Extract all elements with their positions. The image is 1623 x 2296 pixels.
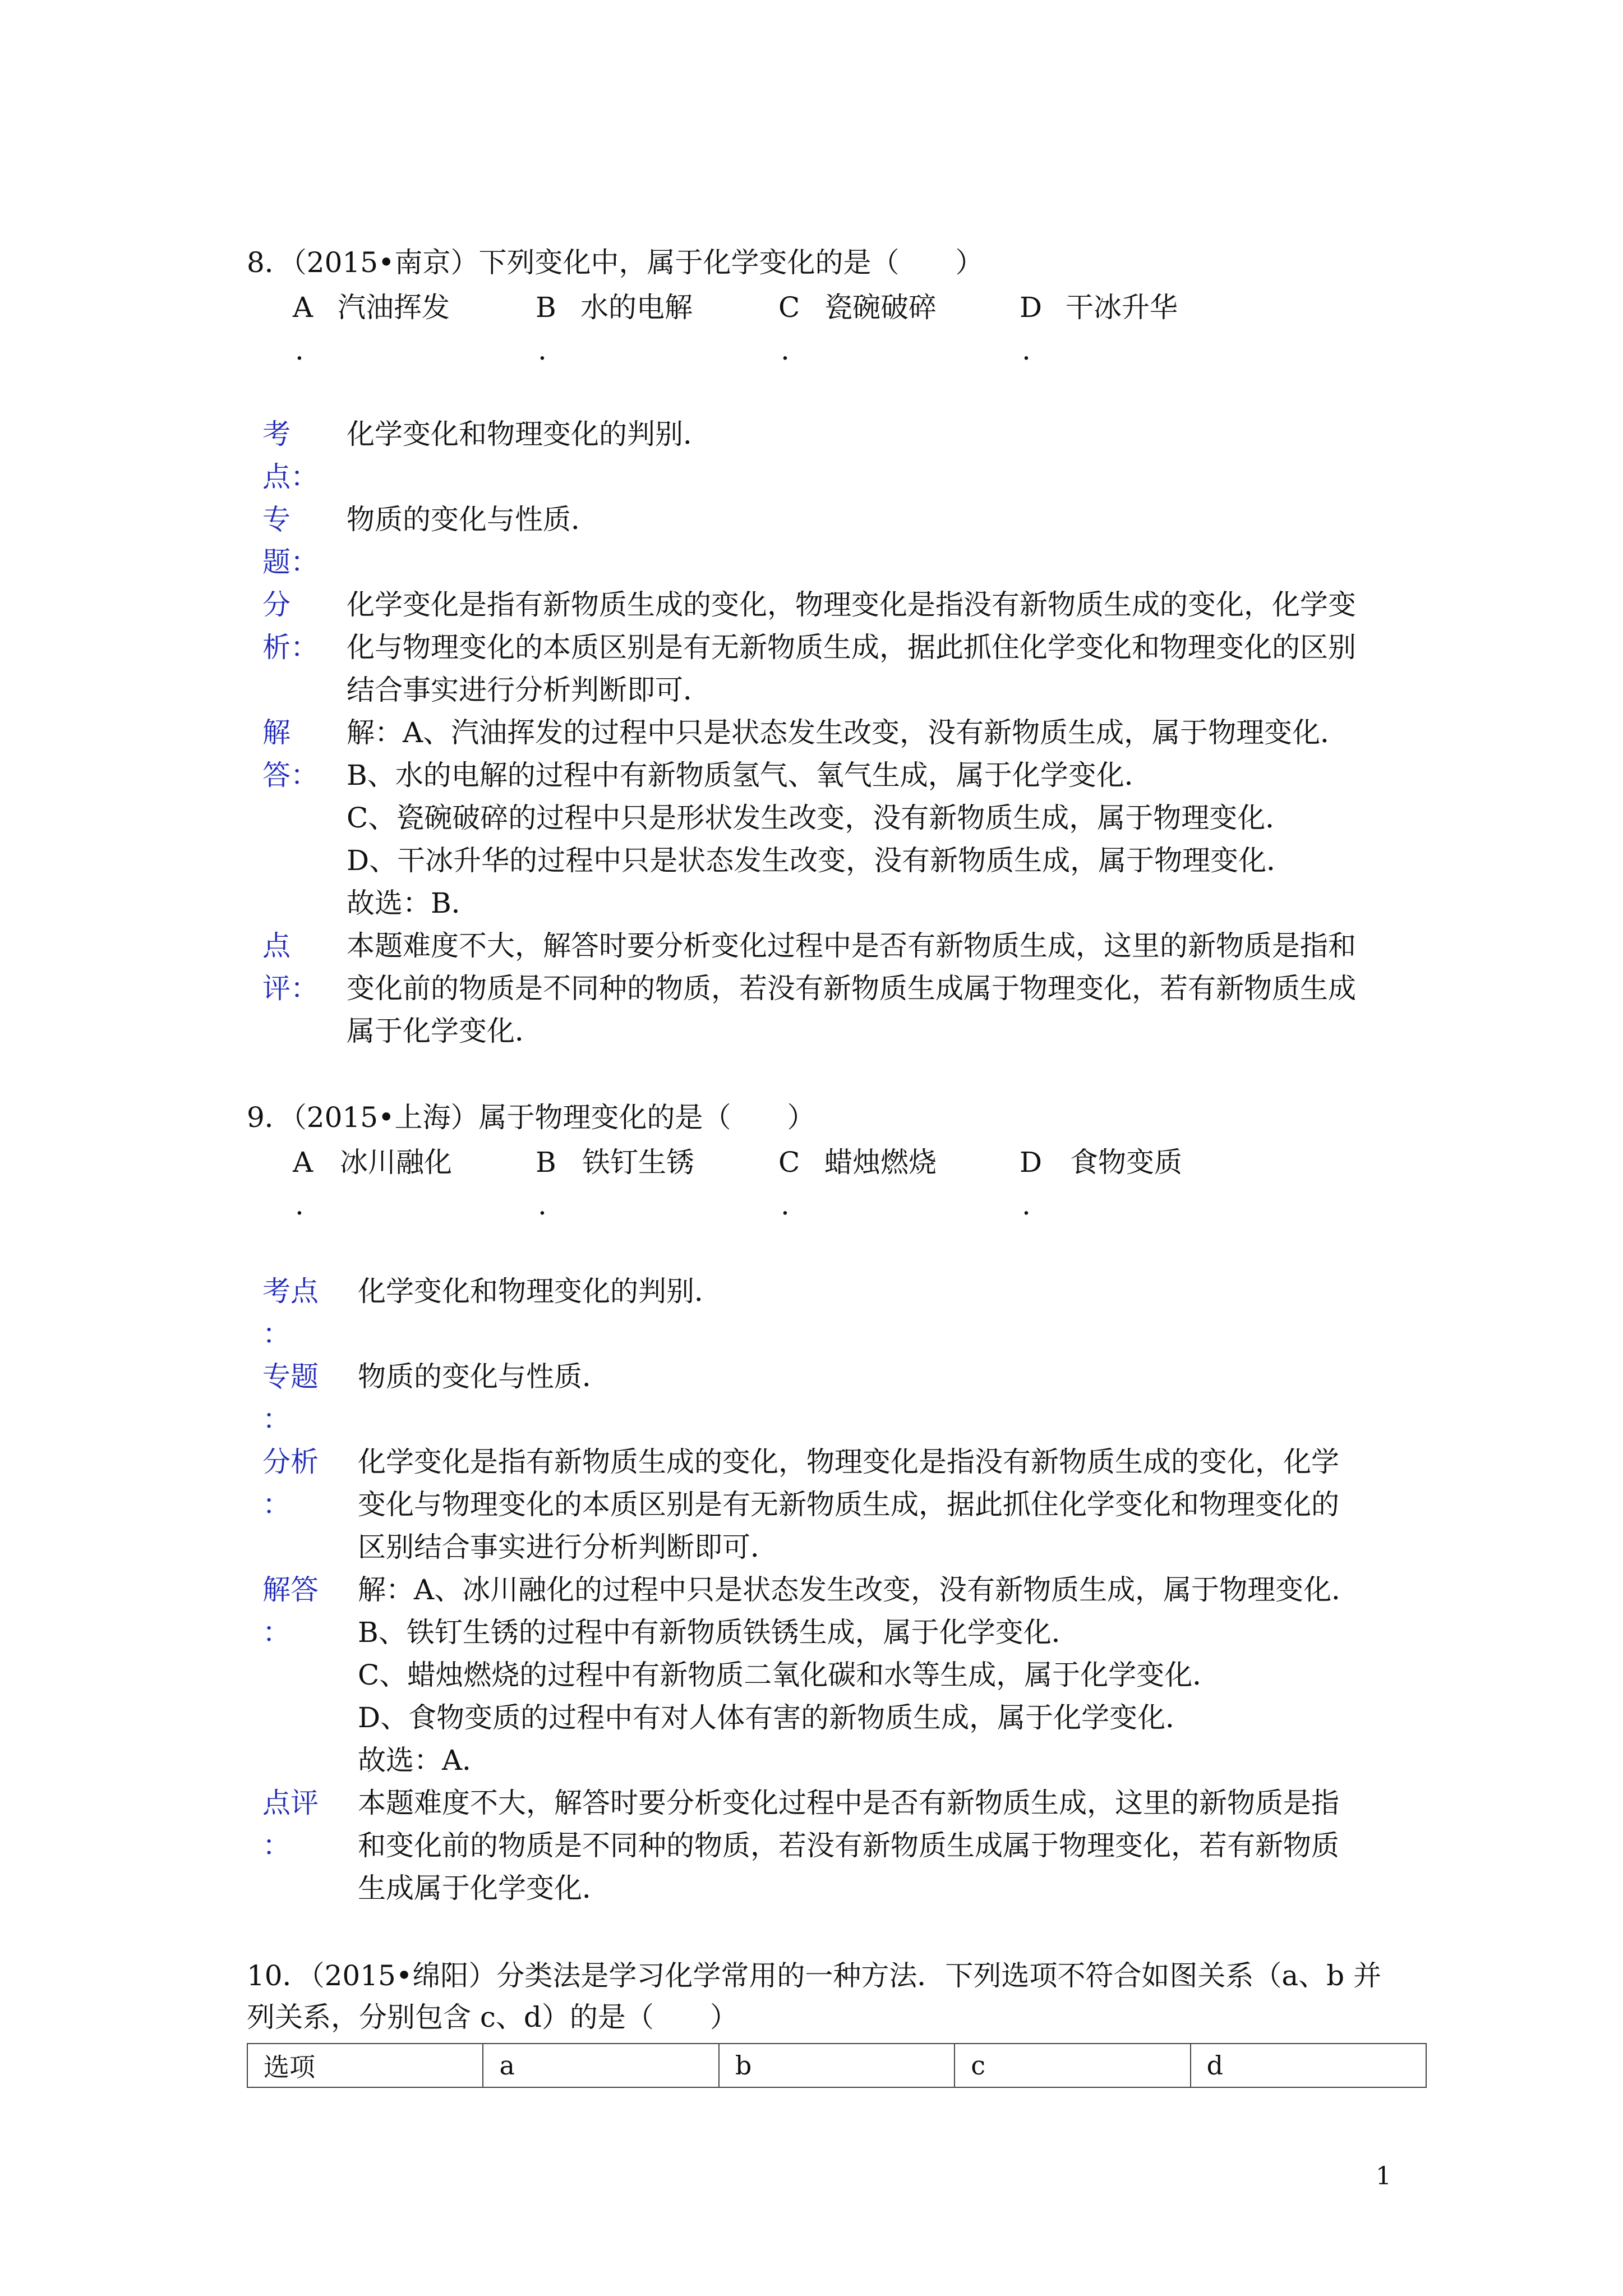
- dianping-line-2: 变化前的物质是不同种的物质，若没有新物质生成属于物理变化，若有新物质生成: [347, 972, 1356, 1005]
- option-b-letter: B: [536, 1146, 556, 1179]
- fenxi-line-2: 变化与物理变化的本质区别是有无新物质生成，据此抓住化学变化和物理变化的: [358, 1488, 1339, 1521]
- dianping-line-1: 本题难度不大，解答时要分析变化过程中是否有新物质生成，这里的新物质是指: [358, 1787, 1339, 1819]
- table-header-cell: c: [955, 2044, 1190, 2087]
- jieda-line-3: C、蜡烛燃烧的过程中有新物质二氧化碳和水等生成，属于化学变化．: [358, 1659, 1221, 1691]
- zhuanti-label-2: ：: [262, 1403, 291, 1435]
- fenxi-line-3: 结合事实进行分析判断即可．: [347, 674, 711, 706]
- option-b-dot: .: [538, 334, 547, 366]
- table-header-cell: 选项: [247, 2044, 483, 2087]
- jieda-line-5: 故选：B．: [347, 887, 479, 919]
- option-d-text: 食物变质: [1070, 1146, 1182, 1179]
- question-10-stem-line-2: 列关系，分别包含 c、d）的是（ ）: [247, 2001, 738, 2033]
- jieda-line-4: D、食物变质的过程中有对人体有害的新物质生成，属于化学变化．: [358, 1701, 1194, 1734]
- fenxi-line-3: 区别结合事实进行分析判断即可．: [358, 1531, 778, 1563]
- option-d-dot: .: [1022, 1189, 1031, 1221]
- zhuanti-label-1: 专: [262, 503, 291, 536]
- jieda-label-1: 解答: [262, 1573, 319, 1606]
- table-header-row: [247, 2044, 1426, 2087]
- fenxi-label-1: 分: [262, 588, 291, 621]
- option-d-text: 干冰升华: [1066, 291, 1178, 324]
- jieda-label-1: 解: [262, 716, 291, 749]
- option-d-letter: D: [1020, 291, 1043, 324]
- kaodian-label-2: 点：: [262, 461, 319, 493]
- option-b-dot: .: [538, 1189, 547, 1221]
- table-header-cell: b: [719, 2044, 955, 2087]
- jieda-line-2: B、铁钉生锈的过程中有新物质铁锈生成，属于化学变化．: [358, 1616, 1080, 1649]
- fenxi-line-1: 化学变化是指有新物质生成的变化，物理变化是指没有新物质生成的变化，化学: [358, 1446, 1339, 1478]
- zhuanti-label-1: 专题: [262, 1360, 319, 1393]
- question-10-stem-line-1: 10．（2015•绵阳）分类法是学习化学常用的一种方法．下列选项不符合如图关系（a、b 并: [247, 1959, 1382, 1992]
- dianping-line-2: 和变化前的物质是不同种的物质，若没有新物质生成属于物理变化，若有新物质: [358, 1829, 1339, 1862]
- fenxi-line-1: 化学变化是指有新物质生成的变化，物理变化是指没有新物质生成的变化，化学变: [347, 588, 1356, 621]
- zhuanti-text: 物质的变化与性质．: [358, 1360, 610, 1393]
- dianping-line-3: 属于化学变化．: [347, 1015, 543, 1047]
- fenxi-line-2: 化与物理变化的本质区别是有无新物质生成，据此抓住化学变化和物理变化的区别: [347, 631, 1356, 664]
- fenxi-label-2: ：: [262, 1488, 291, 1521]
- option-c-letter: C: [778, 291, 800, 324]
- option-b-text: 铁钉生锈: [582, 1146, 694, 1179]
- table-header-cell: a: [483, 2044, 718, 2087]
- option-a-dot: .: [295, 334, 304, 366]
- kaodian-text: 化学变化和物理变化的判别．: [347, 418, 711, 450]
- dianping-line-1: 本题难度不大，解答时要分析变化过程中是否有新物质生成，这里的新物质是指和: [347, 930, 1356, 962]
- option-b-text: 水的电解: [580, 291, 693, 324]
- fenxi-label-2: 析：: [262, 631, 319, 664]
- option-d-letter: D: [1020, 1146, 1043, 1179]
- jieda-line-4: D、干冰升华的过程中只是状态发生改变，没有新物质生成，属于物理变化．: [347, 844, 1295, 877]
- jieda-line-1: 解：A、汽油挥发的过程中只是状态发生改变，没有新物质生成，属于物理变化．: [347, 716, 1349, 749]
- dianping-label-2: 评：: [262, 972, 319, 1005]
- option-c-dot: .: [781, 1189, 790, 1221]
- kaodian-label-1: 考点: [262, 1275, 319, 1308]
- page-number: 1: [1376, 2162, 1391, 2191]
- option-a-dot: .: [295, 1189, 304, 1221]
- dianping-label-2: ：: [262, 1829, 291, 1862]
- dianping-line-3: 生成属于化学变化．: [358, 1872, 610, 1904]
- option-c-text: 蜡烛燃烧: [824, 1146, 937, 1179]
- zhuanti-label-2: 题：: [262, 546, 319, 578]
- question-9-stem: 9．（2015•上海）属于物理变化的是（ ）: [247, 1101, 815, 1134]
- jieda-line-2: B、水的电解的过程中有新物质氢气、氧气生成，属于化学变化．: [347, 759, 1152, 792]
- fenxi-label-1: 分析: [262, 1446, 319, 1478]
- table-header-cell: d: [1191, 2044, 1426, 2087]
- kaodian-label-2: ：: [262, 1318, 291, 1350]
- option-d-dot: .: [1022, 334, 1031, 366]
- kaodian-label-1: 考: [262, 418, 291, 450]
- zhuanti-text: 物质的变化与性质．: [347, 503, 599, 536]
- jieda-line-1: 解：A、冰川融化的过程中只是状态发生改变，没有新物质生成，属于物理变化．: [358, 1573, 1360, 1606]
- option-a-text: 冰川融化: [340, 1146, 452, 1179]
- dianping-label-1: 点评: [262, 1787, 319, 1819]
- option-c-text: 瓷碗破碎: [824, 291, 937, 324]
- option-a-text: 汽油挥发: [338, 291, 450, 324]
- option-b-letter: B: [536, 291, 556, 324]
- jieda-line-5: 故选：A．: [358, 1744, 491, 1777]
- kaodian-text: 化学变化和物理变化的判别．: [358, 1275, 722, 1308]
- options-table: [247, 2043, 1427, 2088]
- jieda-label-2: ：: [262, 1616, 291, 1649]
- dianping-label-1: 点: [262, 930, 291, 962]
- option-a-letter: A: [293, 291, 313, 324]
- jieda-label-2: 答：: [262, 759, 319, 792]
- option-a-letter: A: [293, 1146, 313, 1179]
- option-c-letter: C: [778, 1146, 800, 1179]
- question-8-stem: 8．（2015•南京）下列变化中，属于化学变化的是（ ）: [247, 246, 984, 279]
- jieda-line-3: C、瓷碗破碎的过程中只是形状发生改变，没有新物质生成，属于物理变化．: [347, 802, 1294, 834]
- option-c-dot: .: [781, 334, 790, 366]
